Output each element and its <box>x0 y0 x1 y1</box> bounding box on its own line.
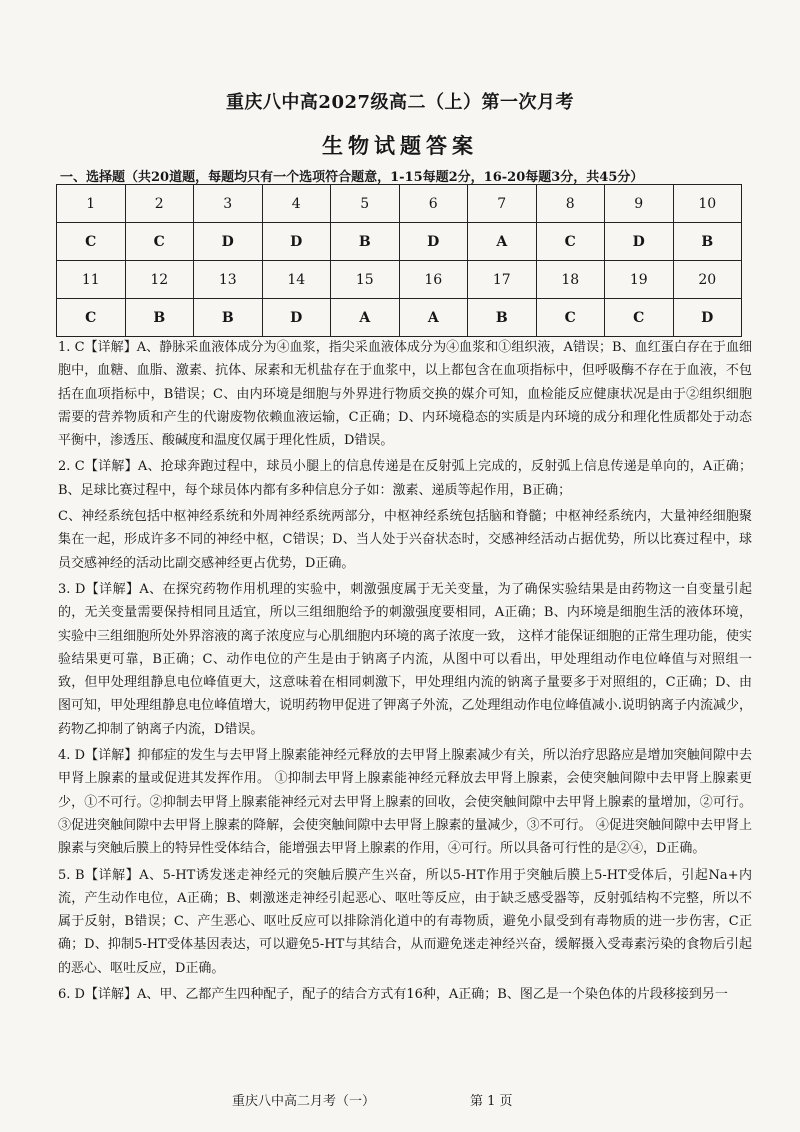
answer-subtitle: 生物试题答案 <box>322 133 478 158</box>
answer-cell: D <box>194 223 263 261</box>
question-number-cell: 2 <box>125 185 194 223</box>
question-number-cell: 19 <box>605 261 674 299</box>
answer-cell: D <box>605 223 674 261</box>
question-number-cell: 18 <box>536 261 605 299</box>
question-number-cell: 12 <box>125 261 194 299</box>
question-number-cell: 16 <box>399 261 468 299</box>
question-number-cell: 17 <box>468 261 537 299</box>
question-number-cell: 13 <box>194 261 263 299</box>
question-number-cell: 15 <box>331 261 400 299</box>
answer-cell: D <box>262 299 331 337</box>
question-number-cell: 20 <box>673 261 742 299</box>
explanation-q6: 6. D【详解】A、甲、乙都产生四种配子，配子的结合方式有16种，A正确；B、图乙是一个染色体的片段移接到另一 <box>58 987 728 1003</box>
explanation-q2: 2. C【详解】A、抢球奔跑过程中，球员小腿上的信息传递是在反射弧上完成的，反射弧上信息传递是单向的，A正确；B、足球比赛过程中，每个球员体内都有多种信息分子如：激素、递质等起作用，B正确； <box>58 459 752 498</box>
answer-cell: C <box>57 299 126 337</box>
exam-title: 重庆八中高2027级高二（上）第一次月考 <box>225 92 575 113</box>
question-number-cell: 10 <box>673 185 742 223</box>
answer-row <box>57 299 742 337</box>
question-number-cell: 9 <box>605 185 674 223</box>
explanations <box>58 336 752 1006</box>
answer-cell: D <box>262 223 331 261</box>
explanation-q5: 5. B【详解】A、5-HT诱发迷走神经元的突触后膜产生兴奋，所以5-HT作用于突触后膜上5-HT受体后，引起Na+内流，产生动作电位，A正确；B、刺激迷走神经引起恶心、呕吐等反应，由于缺乏感受器等，反射弧结构不完整，所以不属于反射，B错误；C、产生恶心、呕吐反应可以排除消化道中的有毒物质，避免小鼠受到有毒物质的进一步伤害，C正确；D、抑制5-HT受体基因表达，可以避免5-HT与其结合，从而避免迷走神经兴奋，缓解摄入受毒素污染的食物后引起的恶心、呕吐反应，D正确。 <box>58 867 752 976</box>
question-number-cell: 11 <box>57 261 126 299</box>
question-number-row <box>57 185 742 223</box>
explanation-q4: 4. D【详解】抑郁症的发生与去甲肾上腺素能神经元释放的去甲肾上腺素减少有关，所以治疗思路应是增加突触间隙中去甲肾上腺素的量或促进其发挥作用。 ①抑制去甲肾上腺素能神经元释放去甲肾上腺素，会使突触间隙中去甲肾上腺素更少，①不可行。②抑制去甲肾上腺素能神经元对去甲肾上腺素的回收，会使突触间隙中去甲肾上腺素的量增加，②可行。③促进突触间隙中去甲肾上腺素的降解，会使突触间隙中去甲肾上腺素的量减少，③不可行。 ④促进突触间隙中去甲肾上腺素与突触后膜上的特异性受体结合，能增强去甲肾上腺素的作用，④可行。所以具备可行性的是②④，D正确。 <box>58 748 752 857</box>
explanation-q2-continued: C、神经系统包括中枢神经系统和外周神经系统两部分，中枢神经系统包括脑和脊髓；中枢神经系统内，大量神经细胞聚集在一起，形成许多不同的神经中枢，C错误；D、当人处于兴奋状态时，交感神经活动占据优势，所以比赛过程中，球员交感神经的活动比副交感神经更占优势，D正确。 <box>58 509 752 571</box>
question-number-cell: 5 <box>331 185 400 223</box>
answer-cell: C <box>536 223 605 261</box>
answer-cell: B <box>125 299 194 337</box>
answer-cell: C <box>536 299 605 337</box>
answer-row <box>57 223 742 261</box>
answer-cell: D <box>673 299 742 337</box>
question-number-cell: 1 <box>57 185 126 223</box>
answer-cell: A <box>331 299 400 337</box>
answer-cell: C <box>57 223 126 261</box>
answer-cell: D <box>399 223 468 261</box>
question-number-cell: 4 <box>262 185 331 223</box>
answer-cell: B <box>468 299 537 337</box>
question-number-cell: 7 <box>468 185 537 223</box>
question-number-cell: 8 <box>536 185 605 223</box>
question-number-cell: 3 <box>194 185 263 223</box>
question-number-cell: 6 <box>399 185 468 223</box>
answer-cell: C <box>605 299 674 337</box>
answer-cell: A <box>468 223 537 261</box>
answer-cell: C <box>125 223 194 261</box>
section-heading: 一、选择题（共20道题，每题均只有一个选项符合题意，1-15每题2分，16-20每题3分，共45分） <box>60 170 644 185</box>
answer-table <box>56 184 742 337</box>
answer-cell: B <box>673 223 742 261</box>
answer-cell: B <box>331 223 400 261</box>
question-number-cell: 14 <box>262 261 331 299</box>
answer-cell: A <box>399 299 468 337</box>
footer-exam-name: 重庆八中高二月考（一） <box>232 1094 376 1109</box>
page-number: 第 1 页 <box>470 1094 513 1109</box>
answer-cell: B <box>194 299 263 337</box>
explanation-q3: 3. D【详解】A、在探究药物作用机理的实验中，刺激强度属于无关变量，为了确保实验结果是由药物这一自变量引起的，无关变量需要保持相同且适宜，所以三组细胞给予的刺激强度要相同，A正确；B、内环境是细胞生活的液体环境，实验中三组细胞所处外界溶液的离子浓度应与心肌细胞内环境的离子浓度一致， 这样才能保证细胞的正常生理功能，使实验结果更可靠，B正确；C、动作电位的产生是由于钠离子内流，从图中可以看出，甲处理组动作电位峰值与对照组一致，但甲处理组静息电位峰值更大，这意味着在相同刺激下，甲处理组内流的钠离子量要多于对照组的，C正确；D、由图可知，甲处理组静息电位峰值增大，说明药物甲促进了钾离子外流，乙处理组动作电位峰值减小.说明钠离子内流减少，药物乙抑制了钠离子内流，D错误。 <box>58 581 752 737</box>
explanation-q1: 1. C【详解】A、静脉采血液体成分为④血浆，指尖采血液体成分为④血浆和①组织液，A错误；B、血红蛋白存在于血细胞中，血糖、血脂、激素、抗体、尿素和无机盐存在于血浆中，以上都包含在血项指标中，但呼吸酶不存在于血液，不包括在血项指标中，B错误；C、由内环境是细胞与外界进行物质交换的媒介可知，血检能反应健康状况是由于②组织细胞需要的营养物质和产生的代谢废物依赖血液运输，C正确；D、内环境稳态的实质是内环境的成分和理化性质都处于动态平衡中，渗透压、酸碱度和温度仅属于理化性质，D错误。 <box>58 340 752 449</box>
question-number-row <box>57 261 742 299</box>
